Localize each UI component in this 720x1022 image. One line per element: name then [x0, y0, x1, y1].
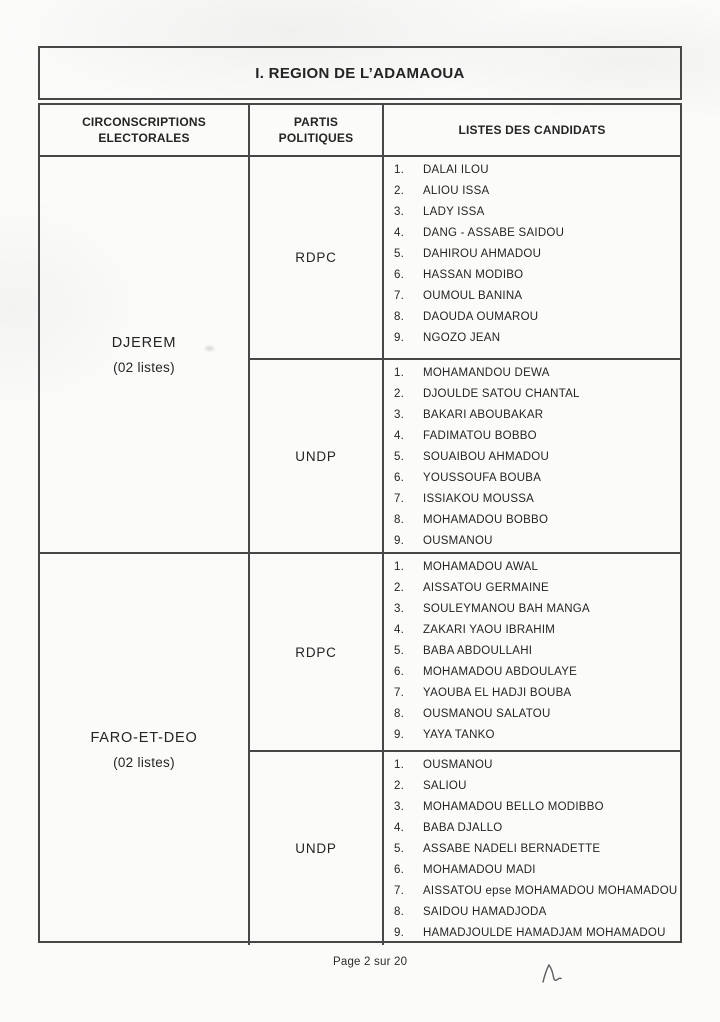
circonscription-name: DJEREM	[111, 334, 177, 351]
candidate-name: OUSMANOU	[423, 535, 493, 547]
candidate-name: DAHIROU AHMADOU	[423, 248, 542, 260]
candidate-list-faro-rdpc	[384, 554, 680, 752]
candidate-name: BAKARI ABOUBAKAR	[423, 409, 544, 421]
candidate-name: MOHAMANDOU DEWA	[423, 367, 550, 379]
candidate-item	[394, 468, 676, 489]
candidate-number: 8.	[394, 514, 405, 526]
candidate-number: 1.	[394, 759, 405, 771]
candidate-name: OUSMANOU	[423, 759, 493, 771]
party-name: RDPC	[295, 644, 337, 660]
page-number: Page 2 sur 20	[333, 956, 408, 968]
candidate-item	[394, 641, 676, 662]
candidate-name: AISSATOU epse MOHAMADOU MOHAMADOU	[423, 885, 678, 897]
candidate-name: LADY ISSA	[423, 206, 485, 218]
header-listes	[384, 105, 680, 157]
candidate-item	[394, 244, 676, 265]
header-line: LISTES DES CANDIDATS	[458, 123, 606, 137]
header-partis	[250, 105, 384, 157]
candidate-name: MOHAMADOU AWAL	[423, 561, 539, 573]
candidate-number: 7.	[394, 687, 405, 699]
circonscription-faro-et-deo	[40, 554, 250, 945]
header-line: CIRCONSCRIPTIONS	[82, 115, 206, 129]
candidate-name: SOULEYMANOU BAH MANGA	[423, 603, 590, 615]
candidate-item	[394, 755, 676, 776]
candidate-number: 5.	[394, 451, 405, 463]
candidate-name: ALIOU ISSA	[423, 185, 490, 197]
candidate-number: 1.	[394, 561, 405, 573]
candidate-item	[394, 662, 676, 683]
candidate-name: DALAI ILOU	[423, 164, 489, 176]
candidate-item	[394, 704, 676, 725]
circonscription-listes-count: (02 listes)	[113, 359, 175, 375]
candidate-name: MOHAMADOU ABDOULAYE	[423, 666, 578, 678]
candidate-number: 5.	[394, 843, 405, 855]
circonscription-djerem	[40, 157, 250, 554]
header-line: ELECTORALES	[98, 131, 190, 145]
party-cell-djerem-rdpc	[250, 157, 384, 360]
candidate-name: MOHAMADOU MADI	[423, 864, 536, 876]
party-cell-djerem-undp	[250, 360, 384, 554]
candidate-number: 2.	[394, 185, 405, 197]
candidate-name: BABA DJALLO	[423, 822, 503, 834]
candidate-number: 3.	[394, 603, 405, 615]
candidate-item	[394, 307, 676, 328]
candidate-number: 9.	[394, 729, 405, 741]
candidate-name: YAYA TANKO	[423, 729, 495, 741]
candidate-name: HAMADJOULDE HAMADJAM MOHAMADOU	[423, 927, 666, 939]
candidate-number: 1.	[394, 164, 405, 176]
candidate-item	[394, 531, 676, 552]
candidate-item	[394, 923, 676, 944]
party-name: RDPC	[295, 250, 337, 265]
candidate-item	[394, 599, 676, 620]
candidate-item	[394, 223, 676, 244]
candidate-item	[394, 860, 676, 881]
region-title-box	[38, 46, 682, 100]
circonscription-name: FARO-ET-DEO	[90, 729, 198, 746]
candidate-number: 8.	[394, 906, 405, 918]
candidate-name: YOUSSOUFA BOUBA	[423, 472, 542, 484]
party-cell-faro-undp	[250, 752, 384, 945]
candidate-item	[394, 881, 676, 902]
candidate-number: 3.	[394, 206, 405, 218]
candidate-number: 7.	[394, 290, 405, 302]
candidate-item	[394, 489, 676, 510]
candidate-item	[394, 578, 676, 599]
candidate-number: 2.	[394, 780, 405, 792]
header-circonscriptions	[40, 105, 250, 157]
candidate-item	[394, 265, 676, 286]
candidate-number: 4.	[394, 430, 405, 442]
candidate-name: HASSAN MODIBO	[423, 269, 524, 281]
candidate-number: 2.	[394, 582, 405, 594]
candidate-number: 9.	[394, 535, 405, 547]
candidate-item	[394, 286, 676, 307]
candidate-name: AISSATOU GERMAINE	[423, 582, 549, 594]
candidate-item	[394, 384, 676, 405]
party-cell-faro-rdpc	[250, 554, 384, 752]
candidate-name: FADIMATOU BOBBO	[423, 430, 537, 442]
candidate-name: DJOULDE SATOU CHANTAL	[423, 388, 580, 400]
candidate-item	[394, 725, 676, 746]
candidate-name: BABA ABDOULLAHI	[423, 645, 533, 657]
candidate-number: 6.	[394, 472, 405, 484]
candidate-item	[394, 160, 676, 181]
candidate-name: OUMOUL BANINA	[423, 290, 523, 302]
candidate-item	[394, 426, 676, 447]
candidate-item	[394, 683, 676, 704]
candidate-item	[394, 363, 676, 384]
candidate-number: 1.	[394, 367, 405, 379]
candidate-number: 9.	[394, 927, 405, 939]
candidate-name: OUSMANOU SALATOU	[423, 708, 551, 720]
candidate-item	[394, 902, 676, 923]
candidate-item	[394, 839, 676, 860]
candidate-name: ZAKARI YAOU IBRAHIM	[423, 624, 556, 636]
candidate-name: ASSABE NADELI BERNADETTE	[423, 843, 601, 855]
candidate-number: 4.	[394, 822, 405, 834]
candidate-name: DANG - ASSABE SAIDOU	[423, 227, 565, 239]
candidate-item	[394, 620, 676, 641]
candidate-number: 3.	[394, 801, 405, 813]
candidate-item	[394, 797, 676, 818]
candidate-number: 4.	[394, 227, 405, 239]
candidate-number: 4.	[394, 624, 405, 636]
candidate-item	[394, 447, 676, 468]
candidate-number: 7.	[394, 885, 405, 897]
candidate-number: 6.	[394, 269, 405, 281]
candidate-item	[394, 202, 676, 223]
candidate-number: 3.	[394, 409, 405, 421]
candidate-number: 5.	[394, 248, 405, 260]
candidate-name: NGOZO JEAN	[423, 332, 501, 344]
candidate-name: SAIDOU HAMADJODA	[423, 906, 547, 918]
candidate-number: 8.	[394, 708, 405, 720]
candidate-number: 8.	[394, 311, 405, 323]
header-line: POLITIQUES	[278, 131, 354, 145]
party-name: UNDP	[295, 448, 337, 464]
candidate-name: SOUAIBOU AHMADOU	[423, 451, 550, 463]
candidate-number: 9.	[394, 332, 405, 344]
candidate-list-djerem-rdpc	[384, 157, 680, 360]
candidate-name: DAOUDA OUMAROU	[423, 311, 539, 323]
candidate-list-faro-undp	[384, 752, 680, 945]
party-name: UNDP	[295, 841, 337, 856]
candidate-item	[394, 181, 676, 202]
circonscription-listes-count: (02 listes)	[113, 754, 175, 770]
candidate-name: MOHAMADOU BELLO MODIBBO	[423, 801, 604, 813]
candidate-number: 5.	[394, 645, 405, 657]
candidate-name: MOHAMADOU BOBBO	[423, 514, 549, 526]
candidate-item	[394, 405, 676, 426]
candidate-name: ISSIAKOU MOUSSA	[423, 493, 535, 505]
region-title: I. REGION DE L’ADAMAOUA	[255, 64, 465, 82]
candidates-table	[38, 103, 682, 943]
candidate-name: YAOUBA EL HADJI BOUBA	[423, 687, 572, 699]
candidate-item	[394, 328, 676, 349]
candidate-item	[394, 818, 676, 839]
handwritten-mark-icon	[540, 960, 566, 990]
candidate-item	[394, 557, 676, 578]
candidate-item	[394, 510, 676, 531]
header-line: PARTIS	[293, 115, 339, 129]
candidate-number: 2.	[394, 388, 405, 400]
candidate-number: 7.	[394, 493, 405, 505]
candidate-number: 6.	[394, 864, 405, 876]
candidate-item	[394, 776, 676, 797]
candidate-name: SALIOU	[423, 780, 467, 792]
candidate-list-djerem-undp	[384, 360, 680, 554]
candidate-number: 6.	[394, 666, 405, 678]
scan-smudge-artifact	[205, 346, 214, 351]
